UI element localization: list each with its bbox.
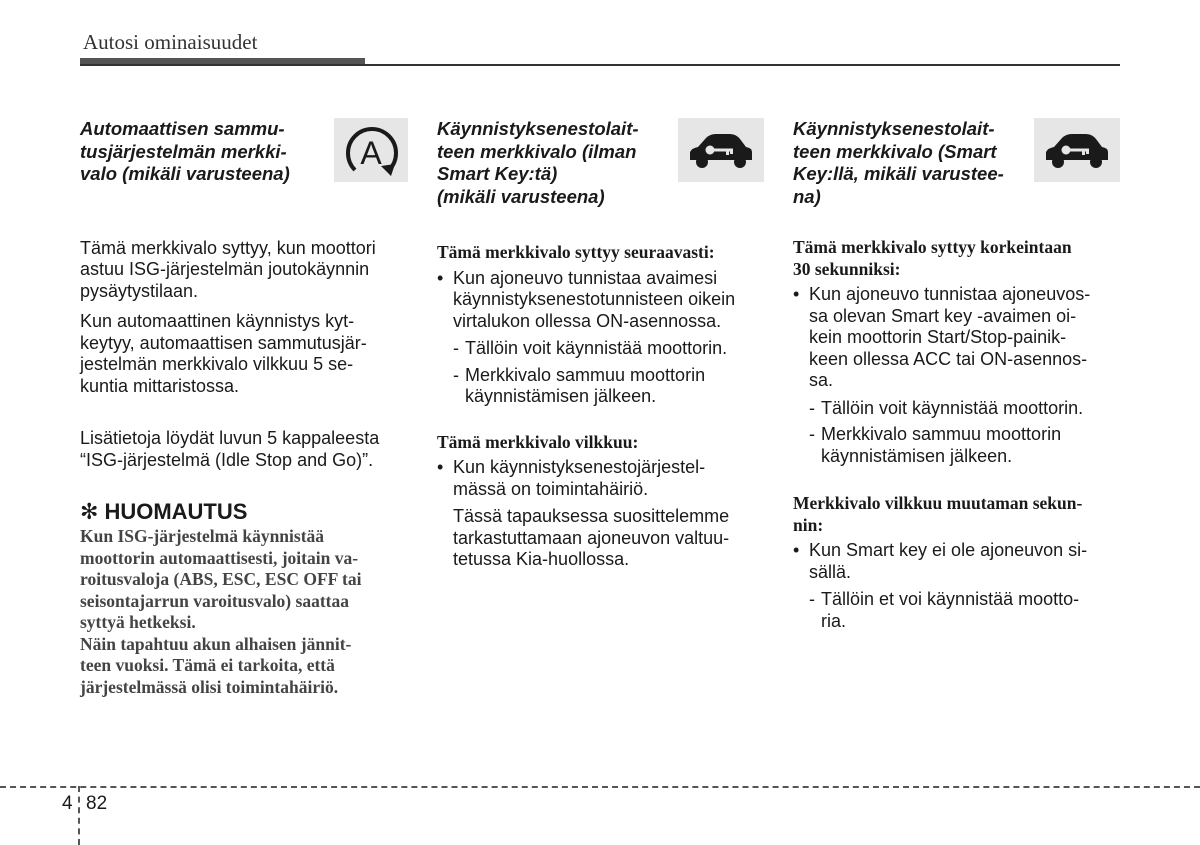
subsection-title: Tämä merkkivalo vilkkuu: xyxy=(437,431,639,452)
header-rule xyxy=(80,64,1120,66)
sub-item: - Tällöin et voi käynnistää mootto- ria. xyxy=(809,589,1080,631)
chapter-number: 4 xyxy=(62,793,73,814)
subsection-title: Merkkivalo vilkkuu muutaman sekun- nin: xyxy=(793,493,1083,535)
page-number: 82 xyxy=(86,793,108,814)
section-heading-row xyxy=(80,118,408,186)
sub-item-text: Merkkivalo sammuu moottorin käynnistämisen jälkeen. xyxy=(465,364,706,406)
subsection-title: Tämä merkkivalo syttyy seuraavasti: xyxy=(437,242,715,262)
sub-item-text: Tällöin voit käynnistää moottorin. xyxy=(465,338,728,358)
column-immobilizer-smartkey xyxy=(793,118,1120,632)
car-key-immobilizer-icon xyxy=(1034,118,1120,182)
note-heading: HUOMAUTUS xyxy=(104,499,248,524)
column-isg xyxy=(80,118,408,698)
bullet-item: • Kun käynnistyksenestojärjestel- mässä on toimintahäiriö. xyxy=(437,457,764,500)
footer-rule xyxy=(0,786,1200,788)
subsection-title: Tämä merkkivalo syttyy korkeintaan 30 sekunniksi: xyxy=(793,237,1072,279)
sub-item: - Merkkivalo sammuu moottorin käynnistämisen jälkeen. xyxy=(809,424,1062,466)
sub-item-text: Merkkivalo sammuu moottorin käynnistämisen jälkeen. xyxy=(821,424,1062,466)
section-heading-row xyxy=(437,118,764,208)
paragraph: Kun automaattinen käynnistys kyt- keytyy, automaattisen sammutusjär- jestelmän merkkivalo vilkkuu 5 se- kuntia mittaristossa. xyxy=(80,311,367,396)
bullet-item: • Kun ajoneuvo tunnistaa avaimesi käynnistyksenestotunnisteen oikein virtalukon ollessa ON-asennossa. xyxy=(437,268,764,333)
section-heading: Käynnistyksenestolait- teen merkkivalo (Smart Key:llä, mikäli varustee- na) xyxy=(793,118,1004,207)
note-heading-row xyxy=(80,499,408,525)
sub-item: - Tällöin voit käynnistää moottorin. xyxy=(809,397,1084,418)
svg-text:A: A xyxy=(360,135,382,171)
sub-item: - Merkkivalo sammuu moottorin käynnistämisen jälkeen. xyxy=(453,364,706,406)
section-heading: Automaattisen sammu- tusjärjestelmän merkki- valo (mikäli varusteena) xyxy=(80,118,290,184)
section-heading-row xyxy=(793,118,1120,208)
bullet-item: • Kun ajoneuvo tunnistaa ajoneuvos- sa olevan Smart key -avaimen oi- kein moottorin Start/Stop-painik- keen ollessa ACC tai ON-asennos- sa. xyxy=(793,284,1120,392)
bullet-item: • Kun Smart key ei ole ajoneuvon si- sällä. xyxy=(793,540,1120,583)
paragraph: Tämä merkkivalo syttyy, kun moottori astuu ISG-järjestelmän joutokäynnin pysäytystilaan. xyxy=(80,237,376,301)
column-immobilizer-no-smartkey xyxy=(437,118,764,571)
sub-item-text: Tällöin voit käynnistää moottorin. xyxy=(821,397,1084,418)
section-heading: Käynnistyksenestolait- teen merkkivalo (ilman Smart Key:tä) (mikäli varusteena) xyxy=(437,118,639,207)
page-header-title: Autosi ominaisuudet xyxy=(83,30,258,54)
footer-divider xyxy=(78,786,80,845)
continuation-text: Tässä tapauksessa suosittelemme tarkastuttamaan ajoneuvon valtuu- tetussa Kia-huollossa. xyxy=(453,506,730,569)
car-key-immobilizer-icon xyxy=(678,118,764,182)
auto-stop-a-icon xyxy=(334,118,408,182)
sub-item: - Tällöin voit käynnistää moottorin. xyxy=(453,338,728,358)
paragraph: Lisätietoja löydät luvun 5 kappaleesta “ISG-järjestelmä (Idle Stop and Go)”. xyxy=(80,428,380,470)
sub-item-text: Tällöin et voi käynnistää mootto- ria. xyxy=(821,589,1080,631)
asterisk-icon: ✻ xyxy=(80,499,99,524)
note-text: Kun ISG-järjestelmä käynnistää moottorin automaattisesti, joitain va- roitusvaloja (ABS, ESC, ESC OFF tai seisontajarrun varoitusvalo) saattaa syttyä hetkeksi. Näin tapahtuu akun alhaisen jännit- teen vuoksi. Tämä ei tarkoita, että järjestelmässä olisi toimintahäiriö. xyxy=(80,526,362,697)
